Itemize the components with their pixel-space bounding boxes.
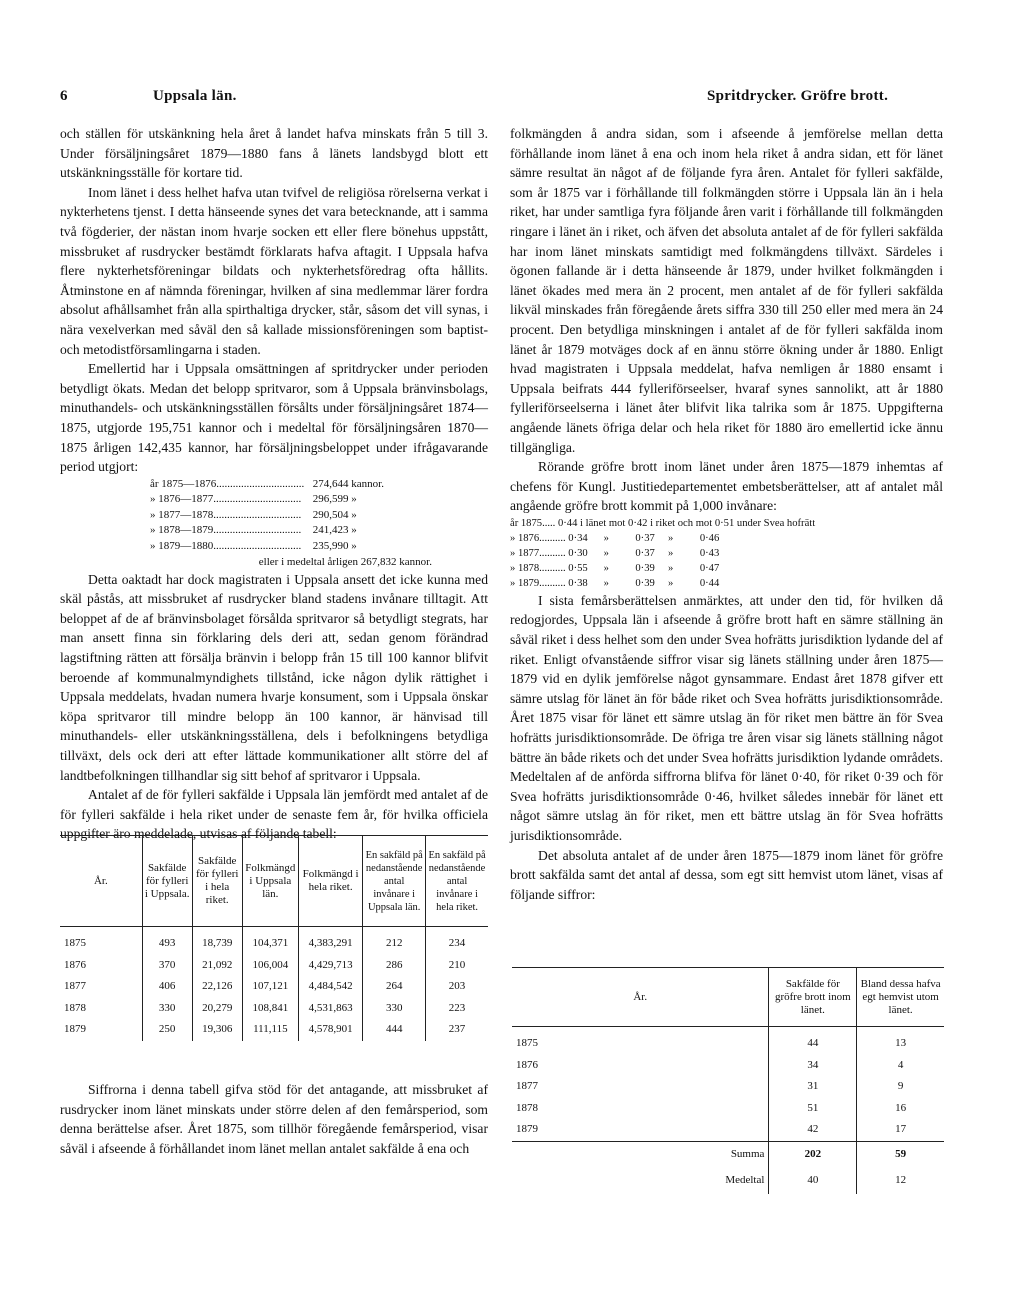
column-header: År. — [512, 968, 769, 1027]
column-header: År. — [60, 836, 142, 927]
paragraph: Antalet af de för fylleri sakfälde i Uppsala län jemfördt med antalet af de för fylleri sakfälde i hela riket under de senaste fem år, för hvilka officiela uppgifter äro meddelade, utvisas af följande tabell: — [60, 787, 488, 842]
list-item: » 1878—1879................................ 241,423 » — [150, 524, 357, 537]
column-header: Bland dessa hafva egt hemvist utom länet. — [857, 968, 944, 1027]
list-item: » 1877.......... 0·30 » 0·37 » 0·43 — [510, 547, 720, 559]
column-header: Sakfälde för gröfre brott inom länet. — [769, 968, 857, 1027]
list-item: år 1875..... 0·44 i länet mot 0·42 i riket och mot 0·51 under Svea hofrätt — [510, 517, 816, 529]
table-row: 1879 42 17 — [512, 1119, 944, 1141]
paragraph: Det absoluta antalet af de under åren 1875—1879 inom länet för gröfre brott sakfälda samt det antal af dessa, som egt sitt hemvist utom länet, visas af följande siffror: — [510, 847, 943, 902]
list-item: » 1876—1877................................ 296,599 » — [150, 493, 357, 506]
table-row: 1875 493 18,739 104,371 4,383,291 212 234 — [60, 927, 488, 955]
list-item: » 1878.......... 0·55 » 0·39 » 0·47 — [510, 562, 720, 574]
paragraph: Detta oaktadt har dock magistraten i Uppsala ansett det icke kunna med skäl påstås, att missbruket af rusdrycker bland stadens invånare tilltagit. Att beloppet af de af bränvinsbolaget försålda spritvaror så betydligt stegrats, har man ansett finna sin förklaring dels deri att, sedan genom förändrad lagstiftning rätten att försälja bränvin i belopp från 15 till 100 kannor blifvit beroende af kommunalmyndighets tillstånd, icke någon dylik rättighet i Uppsala meddelats, hvadan numera hvarje konsument, som i Uppsala önskar köpa spritvaror till mindre belopp än 100 kannor, är hänvisad till minuthandels- eller utskänkningsställena, dels i befolkningens betydliga tillväxt, dels ock deri att efter lättade kommunikationer allt större del af landtbefolkningen tillhandlar sig sitt behof af spritvaror i Uppsala. — [60, 571, 488, 783]
table-row: 1877 31 9 — [512, 1076, 944, 1098]
table-summary-row: Summa 202 59 — [512, 1141, 944, 1168]
sales-list — [150, 477, 488, 555]
left-column — [60, 124, 488, 844]
table-row: 1875 44 13 — [512, 1027, 944, 1055]
table-serious-crimes — [512, 967, 944, 1194]
table-row: 1876 370 21,092 106,004 4,429,713 286 210 — [60, 955, 488, 977]
table-row: 1876 34 4 — [512, 1055, 944, 1077]
paragraph: Inom länet i dess helhet hafva utan tvifvel de religiösa rörelserna verkat i nykterhetens tjenst. I detta hänseende synes det vara betecknande, att i samma två fögderier, der nästan inom hvarje socken ett eller flere bönehus uppstått, missbruket af rusdrycker bestämdt förklarats hafva aftagit. I Uppsala hafva flere nykterhetsföreningar bildats och nykterhetsföredrag ofta hållits. Åtminstone en af nämnda föreningar, hvilken af sina medlemmar lärer fordra absolut afhållsamhet från alla spirthaltiga drycker, står, såsom det vill synas, i nära vexelverkan med såväl den så kallade missionsföreningen som baptist- och metodistförsamlingarna i staden. — [60, 184, 488, 357]
list-item: » 1876.......... 0·34 » 0·37 » 0·46 — [510, 532, 720, 544]
table-row: 1878 330 20,279 108,841 4,531,863 330 223 — [60, 998, 488, 1020]
table-summary-row: Medeltal 40 12 — [512, 1168, 944, 1194]
left-column-bottom — [60, 1080, 488, 1158]
table-header-row — [512, 968, 944, 1027]
paragraph: och ställen för utskänkning hela året å landet hafva minskats från 5 till 3. Under försäljningsåret 1879—1880 fans å länets landsbygd blott ett utskänkningsställe för kortare tid. — [60, 126, 488, 181]
paragraph: Rörande gröfre brott inom länet under åren 1875—1879 inhemtas af chefens för Kungl. Justitiedepartementet embetsberättelser, att af antalet mål angående gröfre brott kommit på 1,000 invånare: — [510, 459, 943, 514]
table-row: 1878 51 16 — [512, 1098, 944, 1120]
running-title-right: Spritdrycker. Gröfre brott. — [707, 88, 889, 104]
right-column — [510, 124, 943, 904]
list-item: » 1879—1880................................ 235,990 » — [150, 540, 357, 553]
table-row: 1877 406 22,126 107,121 4,484,542 264 203 — [60, 976, 488, 998]
paragraph: Siffrorna i denna tabell gifva stöd för det antagande, att missbruket af rusdrycker inom länet minskats under större delen af den femårsperiod, som denna berättelse afser. Året 1875, som tillhör föregående femårsperiod, visar såväl i afseende å förhållandet inom länet mellan antalet sakfälde å ena och — [60, 1082, 488, 1156]
list-item: » 1877—1878................................ 290,504 » — [150, 508, 357, 521]
list-item: » 1879.......... 0·38 » 0·39 » 0·44 — [510, 577, 720, 589]
page-number: 6 — [60, 88, 68, 104]
column-header: Folkmängd i hela riket. — [298, 836, 362, 927]
table-drunkenness — [60, 835, 488, 1041]
column-header: En sakfäld på nedanstående antal invånare i hela riket. — [426, 836, 488, 927]
column-header: Folkmängd i Uppsala län. — [242, 836, 298, 927]
paragraph: folkmängden å andra sidan, som i afseende å jemförelse mellan detta förhållande inom länet å ena och inom hela riket å andra sidan, ett för länet sämre resultat än något af de följande fyra åren. Antalet för fylleri sakfälde, som år 1875 var i förhållande till folkmängden större i Uppsala län än i hela riket, har under samtliga fyra följande åren varit i förhållande till folkmängden ringare i länet än i riket, och äfven det absoluta antalet af de för fylleri sakfälda har inom länet minskats samtidigt med folkmängdens tillväxt. Särdeles i ögonen fallande är i detta hänseende år 1879, under hvilket folkmängden i länet ökades med mera än 2 procent, men antalet af de för fylleri sakfälda likväl minskades från föregående årets siffra 330 till 250 eller med mera än 24 procent. Den betydliga minskningen i antalet af de för fylleri sakfälda inom länet år 1879 motväges dock af en ännu större ökning under år 1880. Enligt hvad magistraten i Uppsala meddelat, hafva nemligen år 1880 ensamt i Uppsala beifrats 444 fylleriförseelser, hvaraf synes sannolikt, att år 1880 fylleriförseelserna i länet åter blifvit lika talrika som år 1875. Uppgifterna angående länets öfriga delar och hela riket för 1880 äro emellertid icke ännu tillgängliga. — [510, 126, 943, 455]
list-item: år 1875—1876................................ 274,644 kannor. — [150, 477, 384, 490]
table-header-row — [60, 836, 488, 927]
crime-rate-list — [510, 516, 943, 591]
paragraph: I sista femårsberättelsen anmärktes, att under den tid, för hvilken då redogjordes, Uppsala län i afseende å gröfre brott haft en sämre ställning än såväl riket i dess helhet som den under Svea hofrätts jurisdiktion lydande del af riket. Enligt ofvanstående siffror visar sig länets ställning under åren 1875—1879 vid en dylik jemförelse något gynsammare. Endast året 1878 gifver ett sämre utslag för länet än för både riket och Svea hofrätts jurisdiktionsområde. Året 1875 visar för länet ett sämre utslag än för riket men bättre än för Svea hofrätts jurisdiktionsområde. De öfriga tre åren visar sig länets ställning något bättre än både rikets och det under Svea hofrätts jurisdiktion lydande områdets. Medeltalen af de anförda siffrorna blifva för länet 0·40, för riket 0·39 och för Svea hofrätts jurisdiktionsområde 0·46, hvilket således innebär för länet ett något sämre utslag än för riket, men ett bättre utslag än för Svea hofrätts jurisdiktionsområde. — [510, 592, 943, 843]
table-row: 1879 250 19,306 111,115 4,578,901 444 237 — [60, 1019, 488, 1041]
paragraph: Emellertid har i Uppsala omsättningen af spritdrycker under perioden betydligt ökats. Medan det belopp spritvaror, som å Uppsala bränvinsbolags, minuthandels- och utskänkningsställen försålts under försäljningsåret 1874—1875, utgjorde 195,751 kannor och i medeltal för försäljningsåren 1870—1875 årligen 142,435 kannor, har försäljningsbeloppet under ifrågavarande period utgjort: — [60, 361, 488, 475]
running-title-left: Uppsala län. — [153, 88, 237, 104]
column-header: Sakfälde för fylleri i hela riket. — [192, 836, 242, 927]
column-header: Sakfälde för fylleri i Uppsala. — [142, 836, 192, 927]
column-header: En sakfäld på nedanstående antal invånare i Uppsala län. — [363, 836, 426, 927]
sales-mean: eller i medeltal årligen 267,832 kannor. — [258, 555, 432, 568]
